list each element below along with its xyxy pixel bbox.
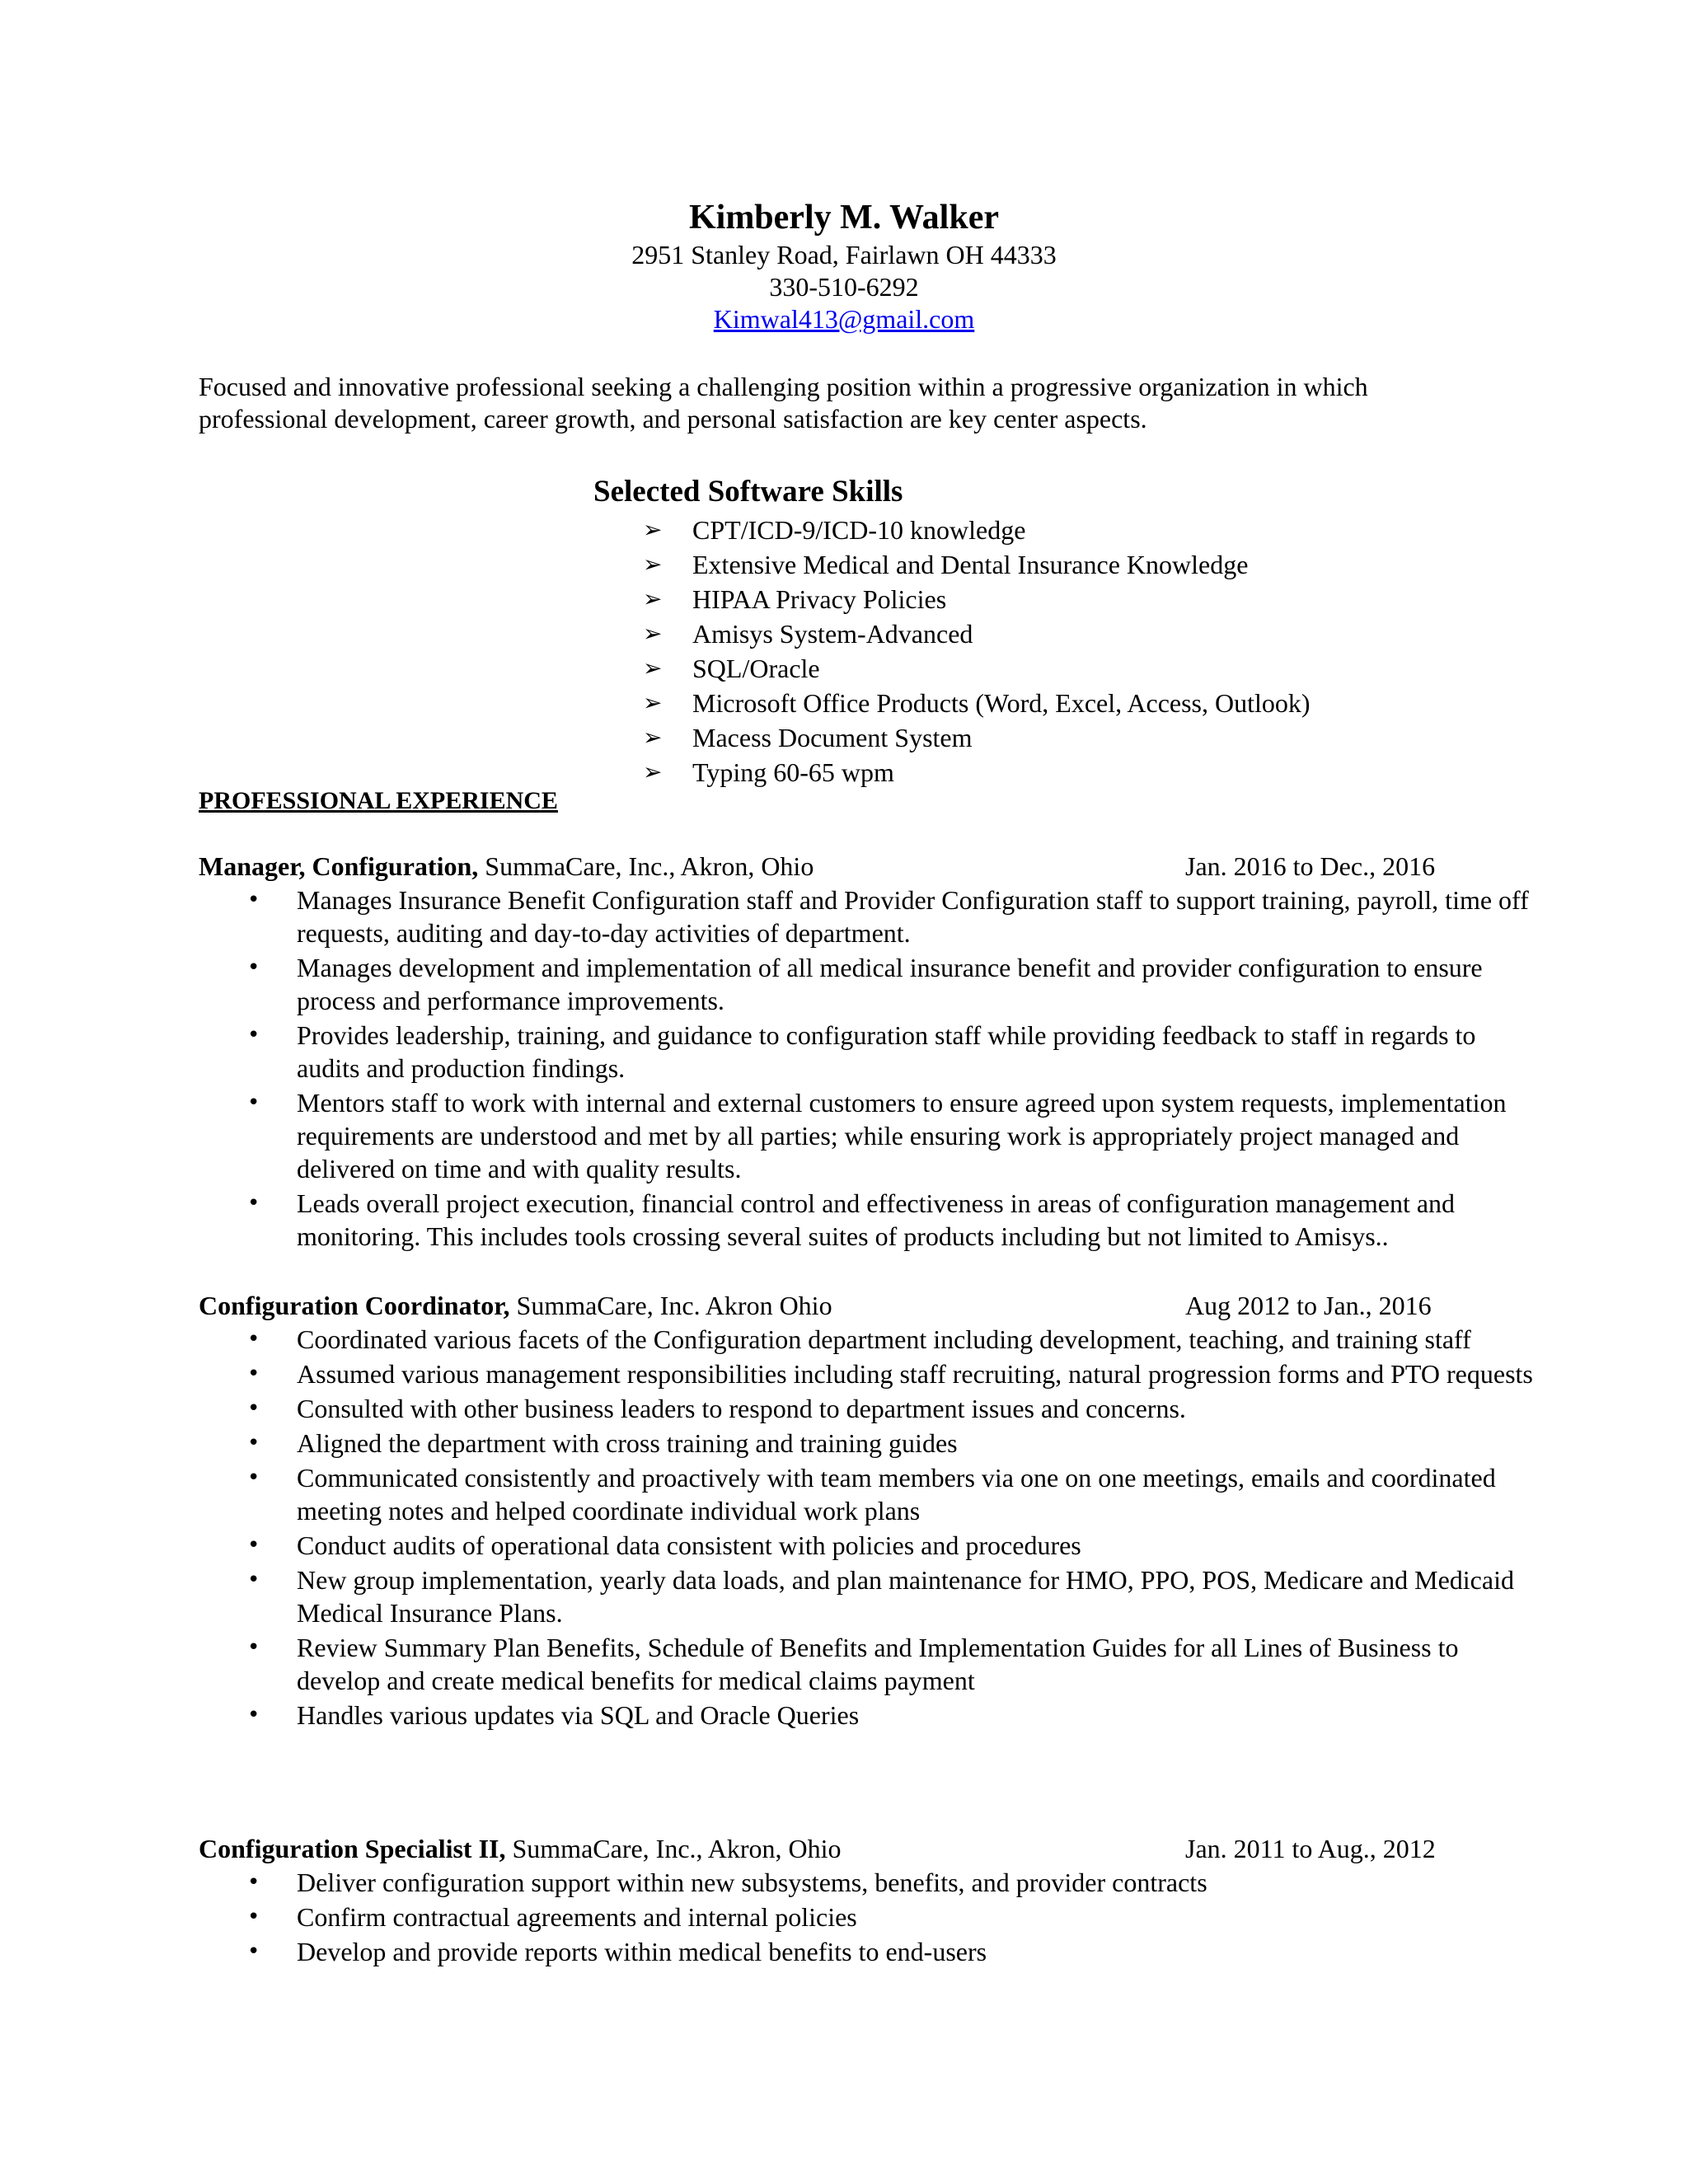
job-bullet-item [199,1086,1534,1185]
bullet-dot-icon: • [247,1023,260,1047]
arrow-bullet-icon: ➢ [643,516,663,543]
job-bullet-item [199,1392,1534,1425]
skill-text: HIPAA Privacy Policies [692,584,947,614]
skill-text: Amisys System-Advanced [692,619,973,649]
job-bullet-item [199,1699,1534,1732]
skill-item [643,582,1311,616]
bullet-dot-icon: • [247,1568,260,1592]
job-bullet-item [199,1187,1534,1253]
skill-text: SQL/Oracle [692,654,820,683]
skill-item [643,720,1311,755]
skills-heading: Selected Software Skills [593,475,903,509]
arrow-bullet-icon: ➢ [643,758,663,785]
job-bullet-item [199,1563,1534,1629]
job-bullet-item [199,1323,1534,1356]
job-bullet-text: Manages development and implementation of all medical insurance benefit and provider configuration to ensure process and performance improvements. [297,953,1483,1015]
job-bullet-text: Communicated consistently and proactively with team members via one on one meetings, emails and coordinated meeting notes and helped coordinate individual work plans [297,1463,1496,1526]
job-title: Configuration Coordinator, [199,1291,510,1320]
bullet-dot-icon: • [247,1465,260,1490]
skill-item [643,755,1311,790]
skill-item [643,513,1311,547]
job-bullet-item [199,951,1534,1017]
arrow-bullet-icon: ➢ [643,724,663,751]
bullet-dot-icon: • [247,1703,260,1727]
arrow-bullet-icon: ➢ [643,620,663,647]
job-bullet-text: New group implementation, yearly data loads, and plan maintenance for HMO, PPO, POS, Medicare and Medicaid Medical Insurance Plans. [297,1565,1514,1628]
bullet-dot-icon: • [247,1939,260,1964]
skill-text: Microsoft Office Products (Word, Excel, Access, Outlook) [692,688,1311,718]
job-header [199,1288,1534,1323]
skill-text: Extensive Medical and Dental Insurance Knowledge [692,550,1249,579]
job-company: SummaCare, Inc. Akron Ohio [509,1291,832,1320]
job-title: Configuration Specialist II, [199,1834,506,1863]
job-header [199,1831,1534,1866]
job-company: SummaCare, Inc., Akron, Ohio [505,1834,842,1863]
job-bullet-item [199,1461,1534,1527]
bullet-dot-icon: • [247,1870,260,1895]
job-bullet-text: Provides leadership, training, and guidance to configuration staff while providing feedback to staff in regards to audits and production findings. [297,1020,1476,1083]
bullet-dot-icon: • [247,1635,260,1660]
skill-item [643,616,1311,651]
job-bullet-item [199,1631,1534,1697]
address: 2951 Stanley Road, Fairlawn OH 44333 [631,240,1057,269]
skills-list [643,513,1311,790]
job-configuration-specialist [199,1831,1534,1970]
job-bullet-item [199,1529,1534,1562]
job-manager-configuration [199,849,1534,1254]
email-line [0,302,1688,335]
skill-text: Macess Document System [692,723,973,752]
job-bullet-text: Mentors staff to work with internal and external customers to ensure agreed upon system requests, implementation requirements are understood and met by all parties; while ensuring work is appropriately project managed and delivered on time and with quality results. [297,1088,1507,1183]
arrow-bullet-icon: ➢ [643,654,663,682]
bullet-dot-icon: • [247,955,260,980]
job-bullet-text: Deliver configuration support within new subsystems, benefits, and provider contracts [297,1868,1207,1897]
candidate-name: Kimberly M. Walker [688,199,999,237]
job-dates: Aug 2012 to Jan., 2016 [1185,1291,1432,1320]
job-bullets [199,883,1534,1253]
bullet-dot-icon: • [247,1327,260,1352]
job-bullet-text: Aligned the department with cross training and training guides [297,1428,958,1458]
bullet-dot-icon: • [247,1533,260,1558]
job-bullet-item [199,1427,1534,1460]
job-bullet-item [199,1866,1534,1899]
skill-item [643,686,1311,720]
bullet-dot-icon: • [247,1431,260,1455]
skill-item [643,651,1311,686]
job-bullet-item [199,1935,1534,1968]
bullet-dot-icon: • [247,888,260,912]
job-bullet-item [199,1019,1534,1085]
job-company: SummaCare, Inc., Akron, Ohio [478,851,814,881]
job-configuration-coordinator [199,1288,1534,1733]
job-bullet-text: Develop and provide reports within medical benefits to end-users [297,1937,987,1966]
arrow-bullet-icon: ➢ [643,551,663,578]
email-link[interactable]: Kimwal413@gmail.com [713,304,975,334]
job-bullet-text: Leads overall project execution, financial control and effectiveness in areas of configuration management and monitoring. This includes tools crossing several suites of products including but not limited to Amisys.. [297,1188,1456,1251]
job-bullet-item [199,883,1534,949]
job-bullet-item [199,1900,1534,1933]
bullet-dot-icon: • [247,1905,260,1929]
job-bullet-text: Review Summary Plan Benefits, Schedule of Benefits and Implementation Guides for all Lines of Business to develop and create medical benefits for medical claims payment [297,1633,1459,1695]
job-bullet-text: Assumed various management responsibilities including staff recruiting, natural progression forms and PTO requests [297,1359,1533,1389]
job-bullet-text: Coordinated various facets of the Configuration department including development, teaching, and training staff [297,1324,1471,1354]
job-bullet-text: Consulted with other business leaders to respond to department issues and concerns. [297,1394,1186,1423]
job-bullets [199,1866,1534,1968]
job-title: Manager, Configuration, [199,851,479,881]
job-dates: Jan. 2011 to Aug., 2012 [1185,1834,1436,1863]
arrow-bullet-icon: ➢ [643,585,663,612]
bullet-dot-icon: • [247,1090,260,1115]
job-bullet-text: Handles various updates via SQL and Oracle Queries [297,1700,860,1730]
job-bullet-text: Conduct audits of operational data consistent with policies and procedures [297,1530,1081,1560]
objective-statement [199,371,1534,435]
objective-line-2: professional development, career growth, and personal satisfaction are key center aspects. [199,404,1147,434]
bullet-dot-icon: • [247,1191,260,1216]
bullet-dot-icon: • [247,1361,260,1386]
phone-number: 330-510-6292 [769,272,919,302]
arrow-bullet-icon: ➢ [643,689,663,716]
objective-line-1: Focused and innovative professional seeking a challenging position within a progressive organization in which [199,372,1368,401]
experience-heading: PROFESSIONAL EXPERIENCE [199,787,558,814]
skill-text: CPT/ICD-9/ICD-10 knowledge [692,515,1026,545]
job-bullet-text: Confirm contractual agreements and internal policies [297,1902,857,1932]
job-bullets [199,1323,1534,1732]
job-bullet-item [199,1357,1534,1390]
bullet-dot-icon: • [247,1396,260,1421]
skill-item [643,547,1311,582]
job-bullet-text: Manages Insurance Benefit Configuration staff and Provider Configuration staff to support training, payroll, time off requests, auditing and day-to-day activities of department. [297,885,1529,948]
job-header [199,849,1534,883]
skill-text: Typing 60-65 wpm [692,757,894,787]
job-dates: Jan. 2016 to Dec., 2016 [1185,851,1436,881]
